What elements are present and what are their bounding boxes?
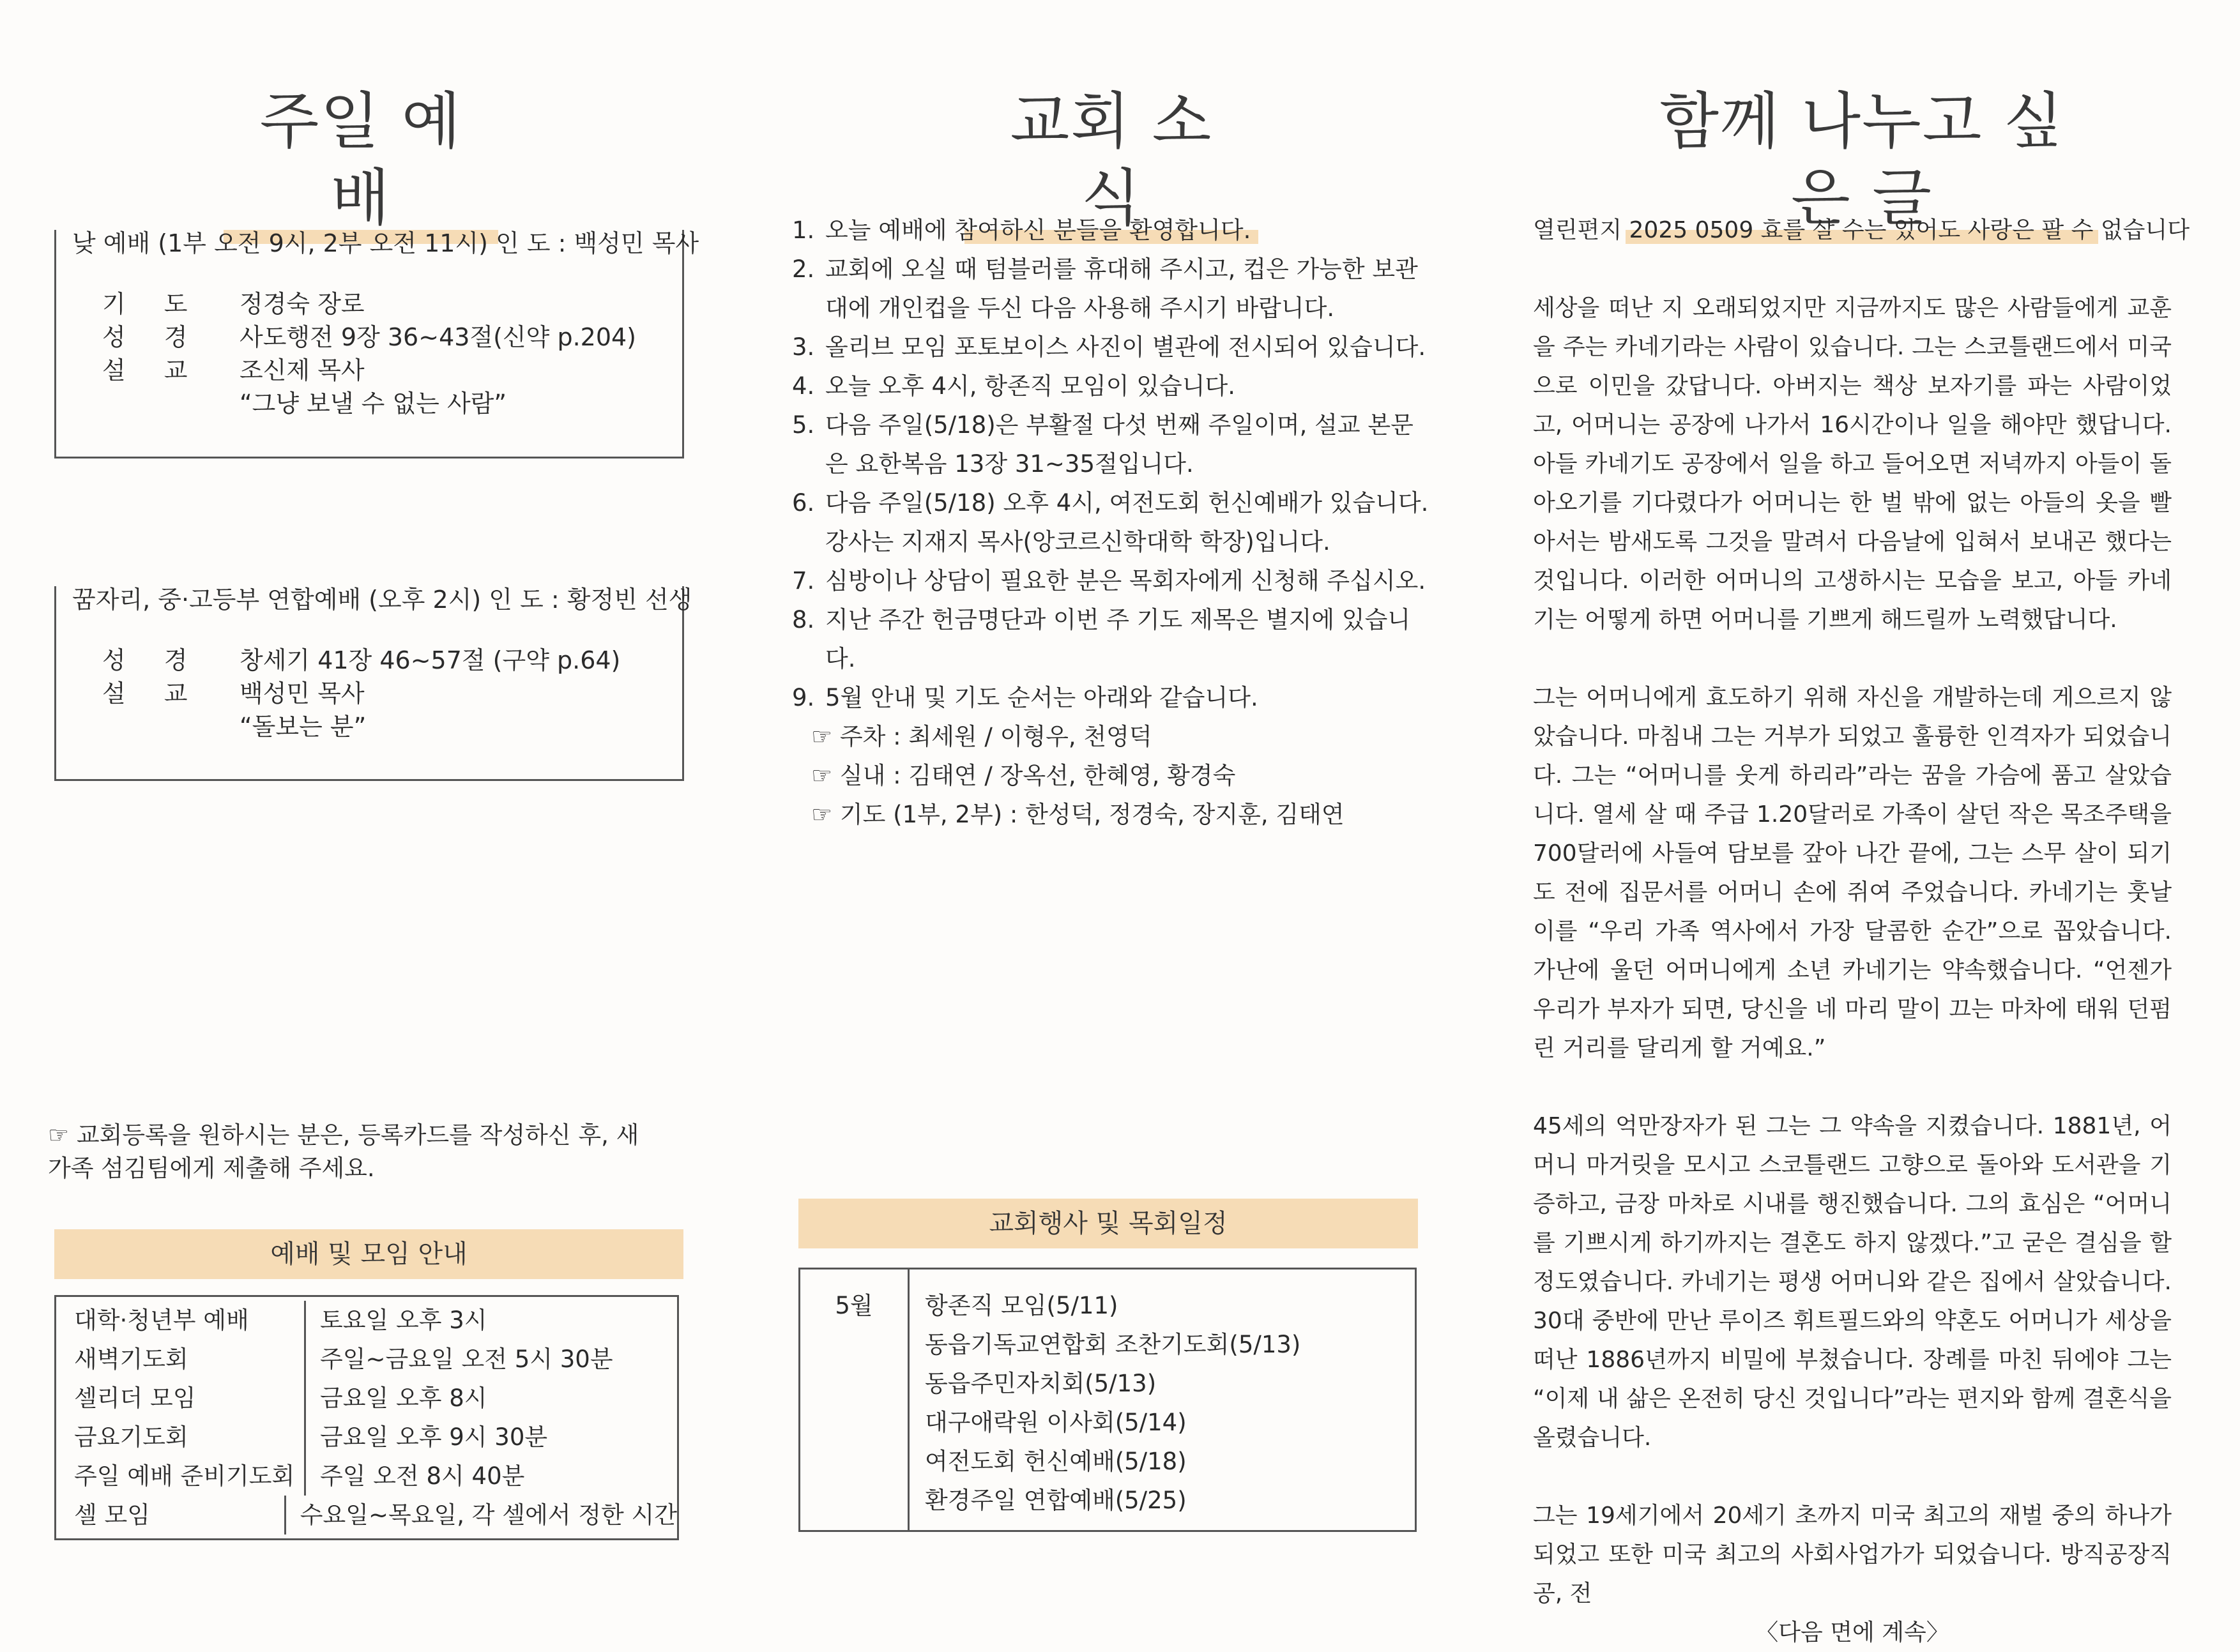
news-item [792,678,1431,717]
news-text: 심방이나 상담이 필요한 분은 목회자에게 신청해 주십시오. [825,567,1426,595]
schedule-name: 주일 예배 준비기도회 [56,1457,306,1496]
schedule-name: 셀 모임 [56,1496,286,1535]
schedule-table [54,1295,679,1540]
article-headline: 열린편지 2025 0509 효를 살 수는 있어도 사랑은 팔 수 없습니다 [1533,217,2190,243]
row-value: “돌보는 분” [240,713,367,741]
events-list [910,1269,1300,1530]
row-value: “그냥 보낼 수 없는 사람” [240,390,507,418]
row-label: 설 교 [102,356,203,384]
row-value: 조신제 목사 [240,356,365,384]
events-month: 5월 [800,1269,910,1530]
schedule-name: 금요기도회 [56,1418,306,1457]
schedule-time: 금요일 오후 8시 [320,1384,487,1412]
news-number: 9. [792,684,815,711]
news-text: 올리브 모임 포토보이스 사진이 별관에 전시되어 있습니다. [825,333,1426,361]
list-item: 여전도회 헌신예배(5/18) [925,1448,1187,1475]
news-item [792,211,1431,250]
duty-item: ☞ 실내 : 김태연 / 장옥선, 한혜영, 황경숙 [811,762,1236,789]
news-number: 8. [792,606,815,633]
news-item [792,367,1431,405]
news-number: 3. [792,333,815,361]
row-label: 기 도 [102,290,203,318]
news-list [792,211,1431,834]
news-item [792,600,1431,678]
worship-title: 주일 예배 [259,86,462,234]
list-item: 항존직 모임(5/11) [925,1292,1118,1319]
news-item [792,250,1431,328]
table-row [56,1418,677,1457]
news-text: 오늘 오후 4시, 항존직 모임이 있습니다. [825,372,1235,400]
row-label: 성 경 [102,323,203,351]
news-number: 7. [792,567,815,595]
day-service-row [56,321,682,354]
continued-note: 〈다음 면에 계속〉 [1755,1619,1949,1646]
youth-service-row [56,644,682,677]
row-label: 설 교 [102,679,203,708]
day-service-row [56,387,682,420]
schedule-time: 수요일~목요일, 각 셀에서 정한 시간 [300,1501,677,1529]
day-service-row [56,354,682,387]
day-service-rows [56,287,682,420]
share-title: 함께 나누고 싶은 글 [1659,86,2064,234]
article-paragraph: 그는 19세기에서 20세기 초까지 미국 최고의 재벌 중의 하나가 되었고 또한 미국 최고의 사회사업가가 되었습니다. 방직공장직공, 전 [1533,1503,2172,1607]
day-service-heading: 낮 예배 (1부 오전 9시, 2부 오전 11시) 인 도 : 백성민 목사 [72,229,699,257]
news-number: 6. [792,489,815,517]
news-item [792,561,1431,600]
article-paragraph: 45세의 억만장자가 된 그는 그 약속을 지켰습니다. 1881년, 어머니 마거릿을 모시고 스코틀랜드 고향으로 돌아와 도서관을 기증하고, 금장 마차로 시내를 행진했습니다. 그의 효심은 “어머니를 기쁘시게 하기까지는 결혼도 하지 않겠다.”고 굳은 결심을 할 정도였습니다. 카네기는 평생 어머니와 같은 집에서 살았습니다. 30대 중반에 만난 루이즈 휘트필드와의 약혼도 어머니가 세상을 떠난 1886년까지 비밀에 부쳤습니다. 장례를 마친 뒤에야 그는 “이제 내 삶은 온전히 당신 것입니다”라는 편지와 함께 결혼식을 올렸습니다. [1533,1113,2172,1451]
table-row [56,1457,677,1496]
row-label: 성 경 [102,646,203,674]
row-value: 정경숙 장로 [240,290,365,318]
news-text: 교회에 오실 때 텀블러를 휴대해 주시고, 컵은 가능한 보관대에 개인컵을 두신 다음 사용해 주시기 바랍니다. [825,255,1418,322]
row-value: 백성민 목사 [240,679,365,708]
article-paragraph: 세상을 떠난 지 오래되었지만 지금까지도 많은 사람들에게 교훈을 주는 카네기라는 사람이 있습니다. 그는 스코틀랜드에서 미국으로 이민을 갔답니다. 아버지는 책상 보자기를 파는 사람이었고, 어머니는 공장에 나가서 16시간이나 일을 해야만 했답니다. 아들 카네기도 공장에서 일을 하고 들어오면 저녁까지 아들이 돌아오기를 기다렸다가 어머니는 한 벌 밖에 없는 아들의 옷을 빨아서는 밤새도록 그것을 말려서 다음날에 입혀서 보내곤 했다는 것입니다. 이러한 어머니의 고생하시는 모습을 보고, 아들 카네기는 어떻게 하면 어머니를 기쁘게 해드릴까 노력했답니다. [1533,295,2172,633]
duty-item: ☞ 주차 : 최세원 / 이형우, 천영덕 [811,723,1152,750]
list-item: 동읍주민자치회(5/13) [925,1370,1157,1397]
duty-item: ☞ 기도 (1부, 2부) : 한성덕, 정경숙, 장지훈, 김태연 [811,801,1345,828]
schedule-heading: 예배 및 모임 안내 [54,1229,683,1279]
news-item [792,483,1431,561]
article [1533,211,2190,1652]
news-text: 다음 주일(5/18)은 부활절 다섯 번째 주일이며, 설교 본문은 요한복음 13장 31~35절입니다. [825,411,1413,478]
news-title: 교회 소식 [1010,86,1213,234]
news-text: 지난 주간 헌금명단과 이번 주 기도 제목은 별지에 있습니다. [825,606,1411,672]
schedule-name: 셀리더 모임 [56,1379,306,1418]
youth-service-row [56,677,682,710]
table-row [56,1340,677,1379]
schedule-time: 주일~금요일 오전 5시 30분 [320,1345,613,1373]
youth-service-heading: 꿈자리, 중·고등부 연합예배 (오후 2시) 인 도 : 황정빈 선생 [72,586,692,614]
news-text: 5월 안내 및 기도 순서는 아래와 같습니다. [825,684,1258,711]
table-row [56,1496,677,1535]
news-item [792,328,1431,367]
article-paragraph: 그는 어머니에게 효도하기 위해 자신을 개발하는데 게으르지 않았습니다. 마침내 그는 거부가 되었고 훌륭한 인격자가 되었습니다. 그는 “어머니를 웃게 하리라”라는 꿈을 가슴에 품고 살았습니다. 열세 살 때 주급 1.20달러로 가족이 살던 작은 목조주택을 700달러에 사들여 담보를 갚아 나간 끝에, 그는 스무 살이 되기도 전에 집문서를 어머니 손에 쥐여 주었습니다. 카네기는 훗날 이를 “우리 가족 역사에서 가장 달콤한 순간”으로 꼽았습니다. 가난에 울던 어머니에게 소년 카네기는 약속했습니다. “언젠가 우리가 부자가 되면, 당신을 네 마리 말이 끄는 마차에 태워 던펌린 거리를 달리게 할 거예요.” [1533,685,2172,1061]
row-label [56,710,240,743]
youth-service-rows [56,644,682,743]
list-item: 환경주일 연합예배(5/25) [925,1487,1187,1514]
youth-service-box [54,586,692,781]
day-service-row [56,287,682,321]
table-row [56,1379,677,1418]
news-number: 2. [792,255,815,283]
news-number: 1. [792,216,815,244]
news-number: 5. [792,411,815,439]
row-label [56,387,240,420]
news-number: 4. [792,372,815,400]
list-item: 대구애락원 이사회(5/14) [925,1409,1187,1436]
news-text: 오늘 예배에 참여하신 분들을 환영합니다. [825,216,1251,244]
schedule-time: 주일 오전 8시 40분 [320,1462,525,1490]
youth-service-row [56,710,682,743]
news-text: 다음 주일(5/18) 오후 4시, 여전도회 헌신예배가 있습니다. 강사는 지재지 목사(앙코르신학대학 학장)입니다. [825,489,1429,556]
schedule-name: 대학·청년부 예배 [56,1301,306,1340]
events-heading: 교회행사 및 목회일정 [798,1199,1418,1248]
schedule-time: 금요일 오후 9시 30분 [320,1423,548,1451]
list-item: 동읍기독교연합회 조찬기도회(5/13) [925,1331,1301,1358]
table-row [56,1301,677,1340]
events-table [798,1268,1417,1532]
schedule-time: 토요일 오후 3시 [320,1307,487,1334]
schedule-name: 새벽기도회 [56,1340,306,1379]
registration-notice: ☞ 교회등록을 원하시는 분은, 등록카드를 작성하신 후, 새가족 섬김팀에게 제출해 주세요. [48,1121,639,1182]
worship-title-wrap [224,83,498,244]
row-value: 창세기 41장 46~57절 (구약 p.64) [240,646,621,674]
row-value: 사도행전 9장 36~43절(신약 p.204) [240,323,637,351]
news-item [792,405,1431,483]
day-service-box [54,229,699,458]
